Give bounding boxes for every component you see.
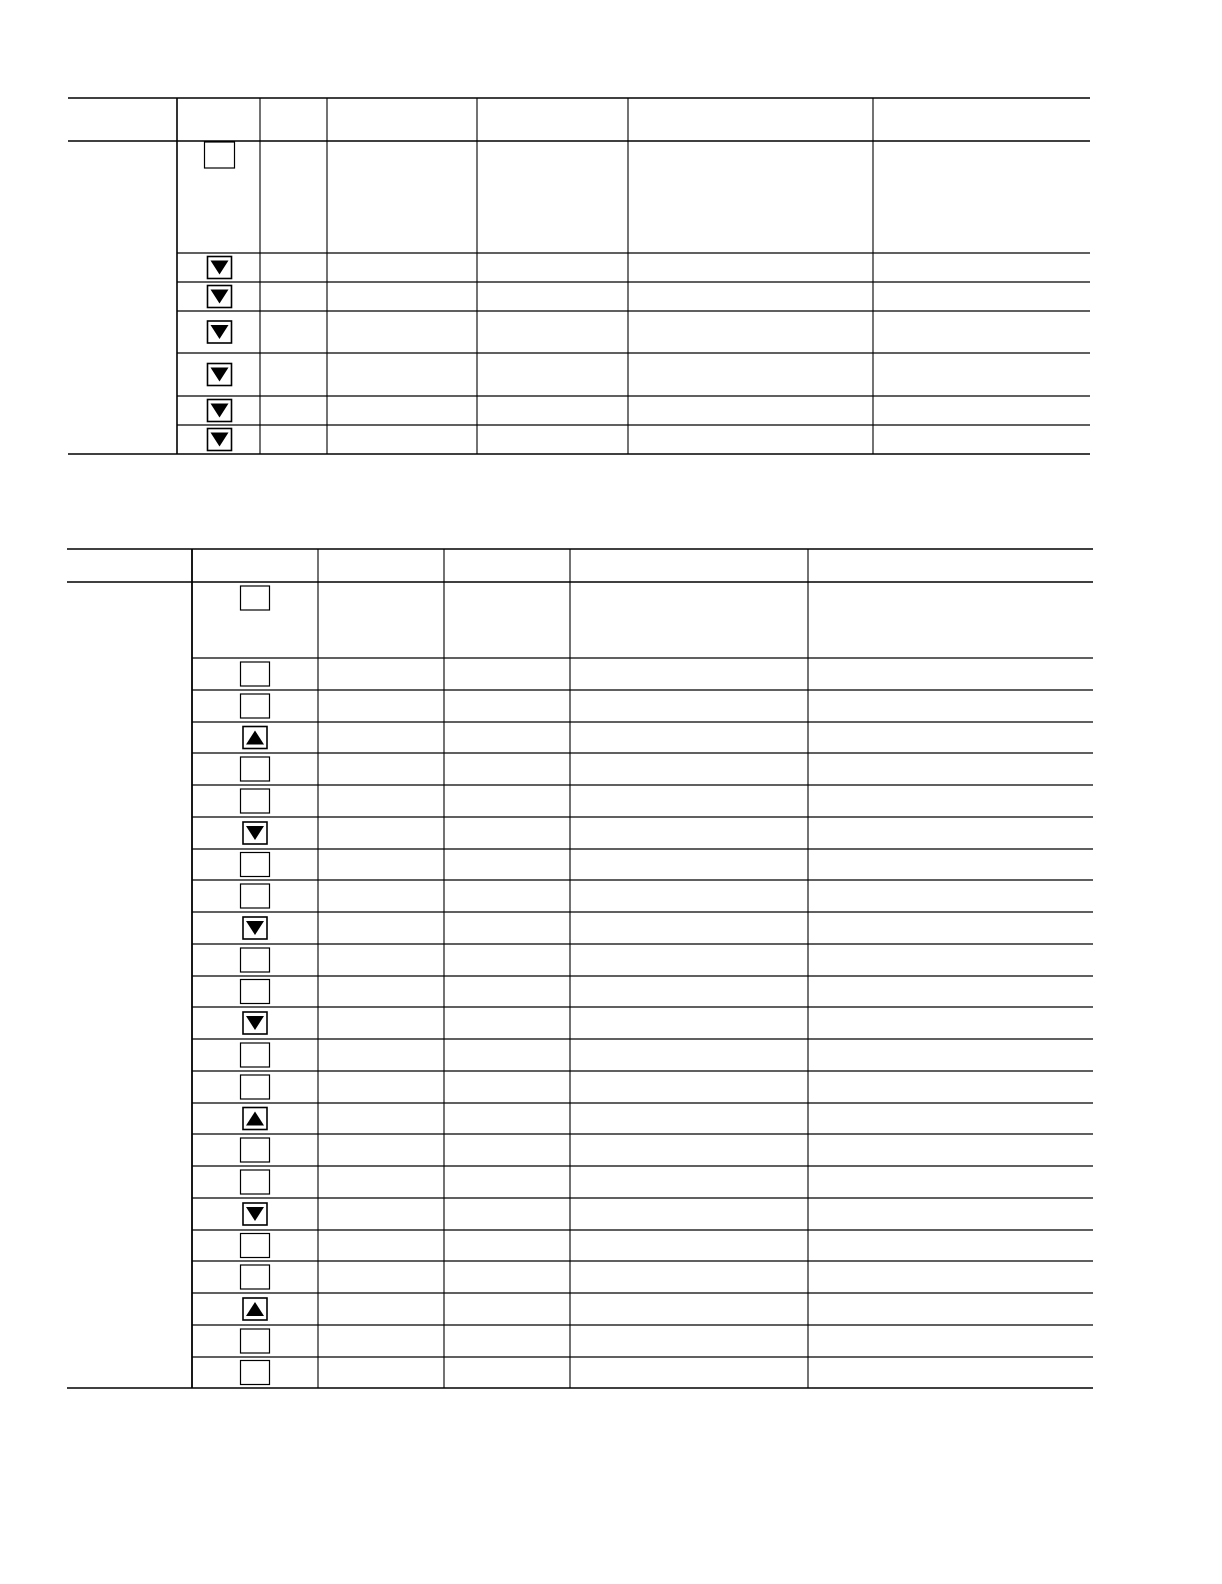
blank-box-icon — [241, 948, 270, 972]
blank-box-icon — [241, 662, 270, 686]
blank-box-icon — [241, 757, 270, 781]
down-arrow-icon — [243, 822, 267, 844]
down-arrow-icon — [243, 1203, 267, 1225]
down-arrow-icon — [243, 1012, 267, 1034]
blank-box-icon — [241, 884, 270, 908]
blank-box-icon — [241, 1234, 270, 1258]
down-arrow-icon — [208, 257, 232, 279]
down-arrow-icon — [208, 400, 232, 422]
blank-box-icon — [241, 694, 270, 718]
down-arrow-icon — [243, 917, 267, 939]
up-arrow-icon — [243, 1108, 267, 1130]
down-arrow-icon — [208, 364, 232, 386]
blank-box-icon — [241, 1265, 270, 1289]
blank-box-icon — [241, 1138, 270, 1162]
blank-box-icon — [205, 142, 235, 168]
down-arrow-icon — [208, 321, 232, 343]
up-arrow-icon — [243, 727, 267, 749]
blank-box-icon — [241, 1075, 270, 1099]
down-arrow-icon — [208, 429, 232, 451]
blank-box-icon — [241, 1329, 270, 1353]
blank-box-icon — [241, 789, 270, 813]
blank-box-icon — [241, 586, 270, 610]
up-arrow-icon — [243, 1298, 267, 1320]
blank-box-icon — [241, 1043, 270, 1067]
down-arrow-icon — [208, 286, 232, 308]
blank-box-icon — [241, 980, 270, 1004]
blank-box-icon — [241, 1170, 270, 1194]
blank-box-icon — [241, 1361, 270, 1385]
blank-box-icon — [241, 853, 270, 877]
